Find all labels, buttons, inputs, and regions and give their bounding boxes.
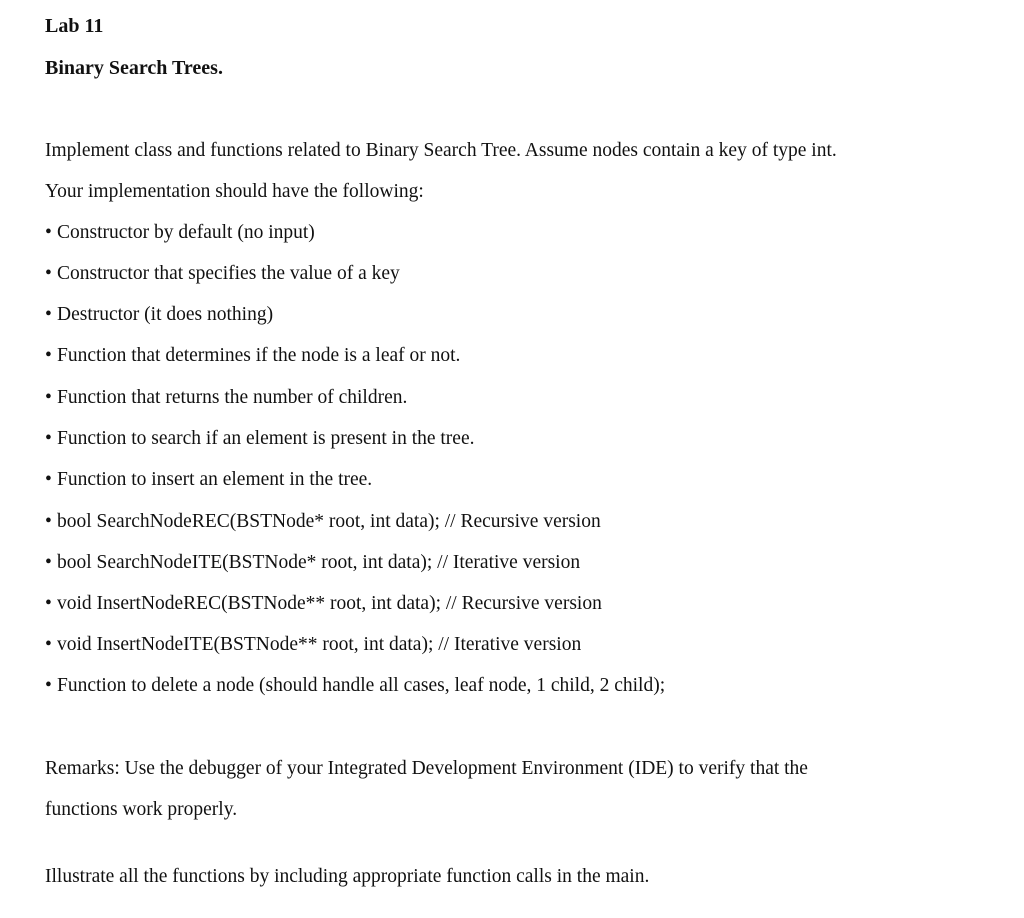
requirement-item — [45, 592, 602, 616]
requirement-item — [45, 510, 601, 534]
requirement-text: Function that determines if the node is a leaf or not. — [57, 345, 461, 366]
bullet-icon: • — [45, 387, 52, 408]
bullet-icon: • — [45, 675, 52, 696]
requirement-item — [45, 303, 273, 327]
requirement-item — [45, 427, 475, 451]
lab-title: Lab 11 — [45, 15, 104, 37]
bullet-icon: • — [45, 593, 52, 614]
bullet-icon: • — [45, 634, 52, 655]
lab-subtitle: Binary Search Trees. — [45, 57, 223, 79]
bullet-icon: • — [45, 222, 52, 243]
requirement-text: Constructor by default (no input) — [57, 222, 315, 243]
bullet-icon: • — [45, 428, 52, 449]
requirement-text: void InsertNodeREC(BSTNode** root, int data); // Recursive version — [57, 593, 602, 614]
requirement-item — [45, 344, 460, 368]
bullet-icon: • — [45, 345, 52, 366]
requirement-item — [45, 674, 665, 698]
requirement-text: Constructor that specifies the value of a key — [57, 263, 400, 284]
requirement-text: bool SearchNodeREC(BSTNode* root, int data); // Recursive version — [57, 511, 601, 532]
remarks-line-1: Remarks: Use the debugger of your Integrated Development Environment (IDE) to verify that the — [45, 758, 808, 779]
requirement-text: void InsertNodeITE(BSTNode** root, int data); // Iterative version — [57, 634, 582, 655]
requirement-item — [45, 221, 315, 245]
closing-instruction: Illustrate all the functions by including appropriate function calls in the main. — [45, 866, 650, 887]
requirement-text: Function to insert an element in the tree. — [57, 469, 373, 490]
bullet-icon: • — [45, 511, 52, 532]
remarks-line-2: functions work properly. — [45, 799, 238, 820]
requirement-text: bool SearchNodeITE(BSTNode* root, int data); // Iterative version — [57, 552, 581, 573]
intro-line-1: Implement class and functions related to Binary Search Tree. Assume nodes contain a key of type int. — [45, 140, 837, 161]
requirement-text: Function to delete a node (should handle all cases, leaf node, 1 child, 2 child); — [57, 675, 666, 696]
requirement-item — [45, 468, 372, 492]
intro-line-2: Your implementation should have the following: — [45, 181, 424, 202]
requirement-text: Function to search if an element is present in the tree. — [57, 428, 475, 449]
bullet-icon: • — [45, 304, 52, 325]
requirement-item — [45, 386, 407, 410]
requirement-item — [45, 262, 400, 286]
bullet-icon: • — [45, 469, 52, 490]
requirement-text: Destructor (it does nothing) — [57, 304, 274, 325]
bullet-icon: • — [45, 263, 52, 284]
bullet-icon: • — [45, 552, 52, 573]
requirement-text: Function that returns the number of children. — [57, 387, 408, 408]
requirement-item — [45, 551, 580, 575]
requirement-item — [45, 633, 581, 657]
